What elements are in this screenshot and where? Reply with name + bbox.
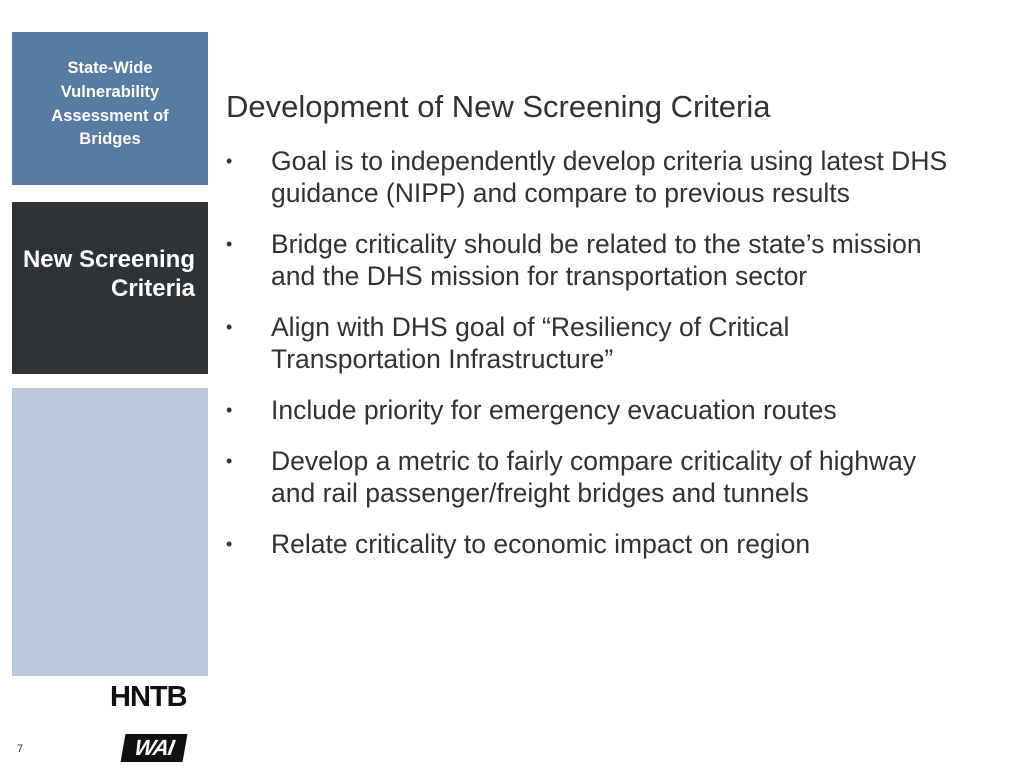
bullet-item [226, 445, 956, 509]
bullet-icon: • [226, 317, 233, 337]
sidebar-section-panel [12, 202, 208, 374]
bullet-icon: • [226, 151, 233, 171]
bullet-icon: • [226, 400, 233, 420]
slide-title: Development of New Screening Criteria [226, 89, 771, 124]
bullet-item [226, 394, 956, 426]
bullet-text: Include priority for emergency evacuation routes [271, 395, 837, 425]
sidebar-decorative-panel [12, 388, 208, 676]
hntb-logo: HNTB [110, 681, 187, 713]
sidebar-section-title: New Screening Criteria [22, 246, 195, 303]
bullet-item [226, 145, 956, 209]
bullet-icon: • [226, 234, 233, 254]
sidebar-title-panel [12, 32, 208, 185]
bullet-text: Bridge criticality should be related to the state’s mission and the DHS mission for transportation sector [271, 229, 922, 291]
sidebar-title: State-Wide Vulnerability Assessment of Bridges [51, 58, 169, 149]
page-number: 7 [17, 743, 24, 755]
bullet-text: Develop a metric to fairly compare criticality of highway and rail passenger/freight bridges and tunnels [271, 446, 917, 508]
bullet-text: Goal is to independently develop criteria using latest DHS guidance (NIPP) and compare to previous results [271, 146, 948, 208]
bullet-list [226, 145, 956, 579]
bullet-icon: • [226, 534, 233, 554]
bullet-text: Relate criticality to economic impact on region [271, 529, 811, 559]
bullet-item [226, 311, 956, 375]
bullet-text: Align with DHS goal of “Resiliency of Critical Transportation Infrastructure” [271, 312, 790, 374]
bullet-item [226, 528, 956, 560]
wai-logo: WAI [121, 734, 188, 762]
bullet-item [226, 228, 956, 292]
bullet-icon: • [226, 451, 233, 471]
